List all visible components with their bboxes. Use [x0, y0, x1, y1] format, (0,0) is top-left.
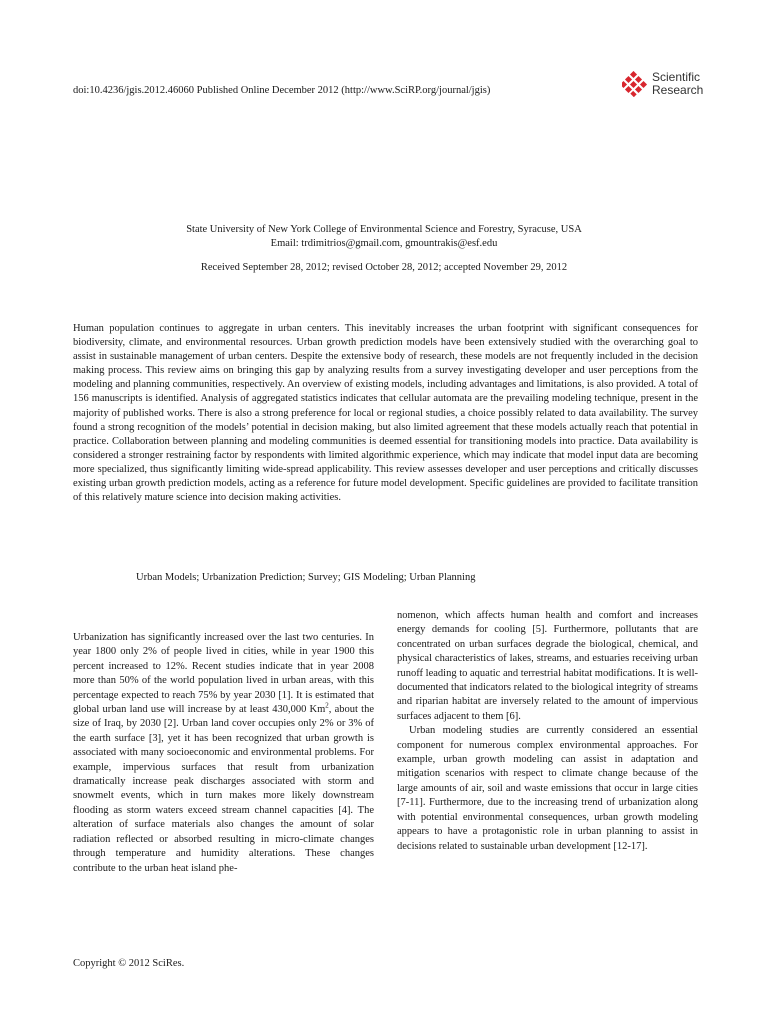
paragraph-text-part-2: , about the size of Iraq, by 2030 [2]. Urban land cover occupies only 2% or 3% of the earth surface [3], yet it has been recognized that urban growth is associated with many socioeconomic and environmental problems. For example, impervious surfaces that result from urbanization dramatically increase peak discharges associated with storm and snowmelt events, which in turn makes more likely downstream flooding as storm waters exceed stream channel capacities [4]. The alteration of surface materials also changes the amount of solar radiation reflected or absorbed resulting in micro-climate changes through temperature and humidity alterations. These changes contribute to the urban heat island phe-	[73, 704, 375, 874]
logo-line-2: Research	[652, 83, 704, 97]
abstract-text: Human population continues to aggregate in urban centers. This inevitably increases the urban footprint with significant consequences for biodiversity, climate, and environmental resources. Urban growth prediction models have been extensively studied with the overarching goal to assist in sustainable management of urban centers. Despite the extensive body of research, these models are not frequently included in the decision making process. This review aims on bringing this gap by analyzing results from a survey investigating developer and user perceptions from the modeling and planning communities, respectively. An overview of existing models, including advantages and limitations, is also provided. A total of 156 manuscripts is identified. Analysis of aggregated statistics indicates that cellular automata are the prevailing modeling technique, present in the majority of published works. There is also a strong preference for local or regional studies, a choice possibly related to data availability. The survey found a strong recognition of the models’ potential in decision making, but also limited agreement that these models actually reach that potential in practice. Collaboration between planning and modeling communities is deemed essential for transitioning models into practice. Data availability is considered a stronger restraining factor by respondents with limited algorithmic experience, which may indicate that model input data are becoming more specialized, thus significantly limiting wide-spread applicability. This review assesses developer and user perceptions and critically discusses existing urban growth prediction models, acting as a reference for future model development. Specific guidelines are provided to facilitate transition of this relatively mature science into decision making activities.	[73, 323, 698, 504]
body-column-right	[397, 609, 698, 854]
body-column-left	[73, 631, 374, 876]
superscript-2: 2	[325, 701, 329, 710]
affiliation-block	[0, 223, 768, 250]
affiliation-line: State University of New York College of Environmental Science and Forestry, Syracuse, USA	[186, 224, 582, 235]
received-dates: Received September 28, 2012; revised October 28, 2012; accepted November 29, 2012	[200, 262, 568, 273]
keywords-line: Urban Models; Urbanization Prediction; Survey; GIS Modeling; Urban Planning	[136, 572, 476, 583]
copyright-footer: Copyright © 2012 SciRes.	[73, 958, 185, 969]
publisher-logo	[622, 71, 703, 97]
introduction-paragraph-2: Urban modeling studies are currently considered an essential component for numerous complex environmental approaches. For example, urban growth modeling can assist in adaptation and mitigation scenarios with respect to climate change because of the large amounts of air, soil and waste emissions that occur in large cities [7-11]. Furthermore, due to the increasing trend of urbanization along with potential environmental consequences, urban growth modeling appears to have a protagonistic role in urban planning to assist in decisions related to sustainable urban development [12-17].	[397, 725, 698, 852]
email-line: Email: trdimitrios@gmail.com, gmountrakis@esf.edu	[270, 237, 498, 249]
doi-line: doi:10.4236/jgis.2012.46060 Published Online December 2012 (http://www.SciRP.org/journal/jgis)	[73, 85, 491, 96]
introduction-paragraph-continued: nomenon, which affects human health and comfort and increases energy demands for cooling [5]. Furthermore, pollutants that are concentrated on urban surfaces degrade the biological, chemical, and physical characteristics of lakes, streams, and estuaries receiving urban runoff leading to aquatic and terrestrial habitat modifications. It is well-documented that indicators related to the biological integrity of streams and riparian habitat are inversely related to the amount of impervious surfaces adjacent to them [6].	[397, 610, 699, 722]
logo-line-1: Scientific	[652, 70, 701, 84]
introduction-paragraph-1	[73, 631, 374, 876]
paragraph-text-part-1: Urbanization has significantly increased over the last two centuries. In year 1800 only 2% of people lived in cities, while in year 1900 this percent increased to 12%. Recent studies indicate that in year 2008 more than 50% of the world population lived in urban areas, with this percentage expected to reach 75% by year 2030 [1]. It is estimated that global urban land use will increase by at least 430,000 Km	[73, 632, 374, 716]
scirp-diamond-logo-icon	[622, 71, 648, 97]
